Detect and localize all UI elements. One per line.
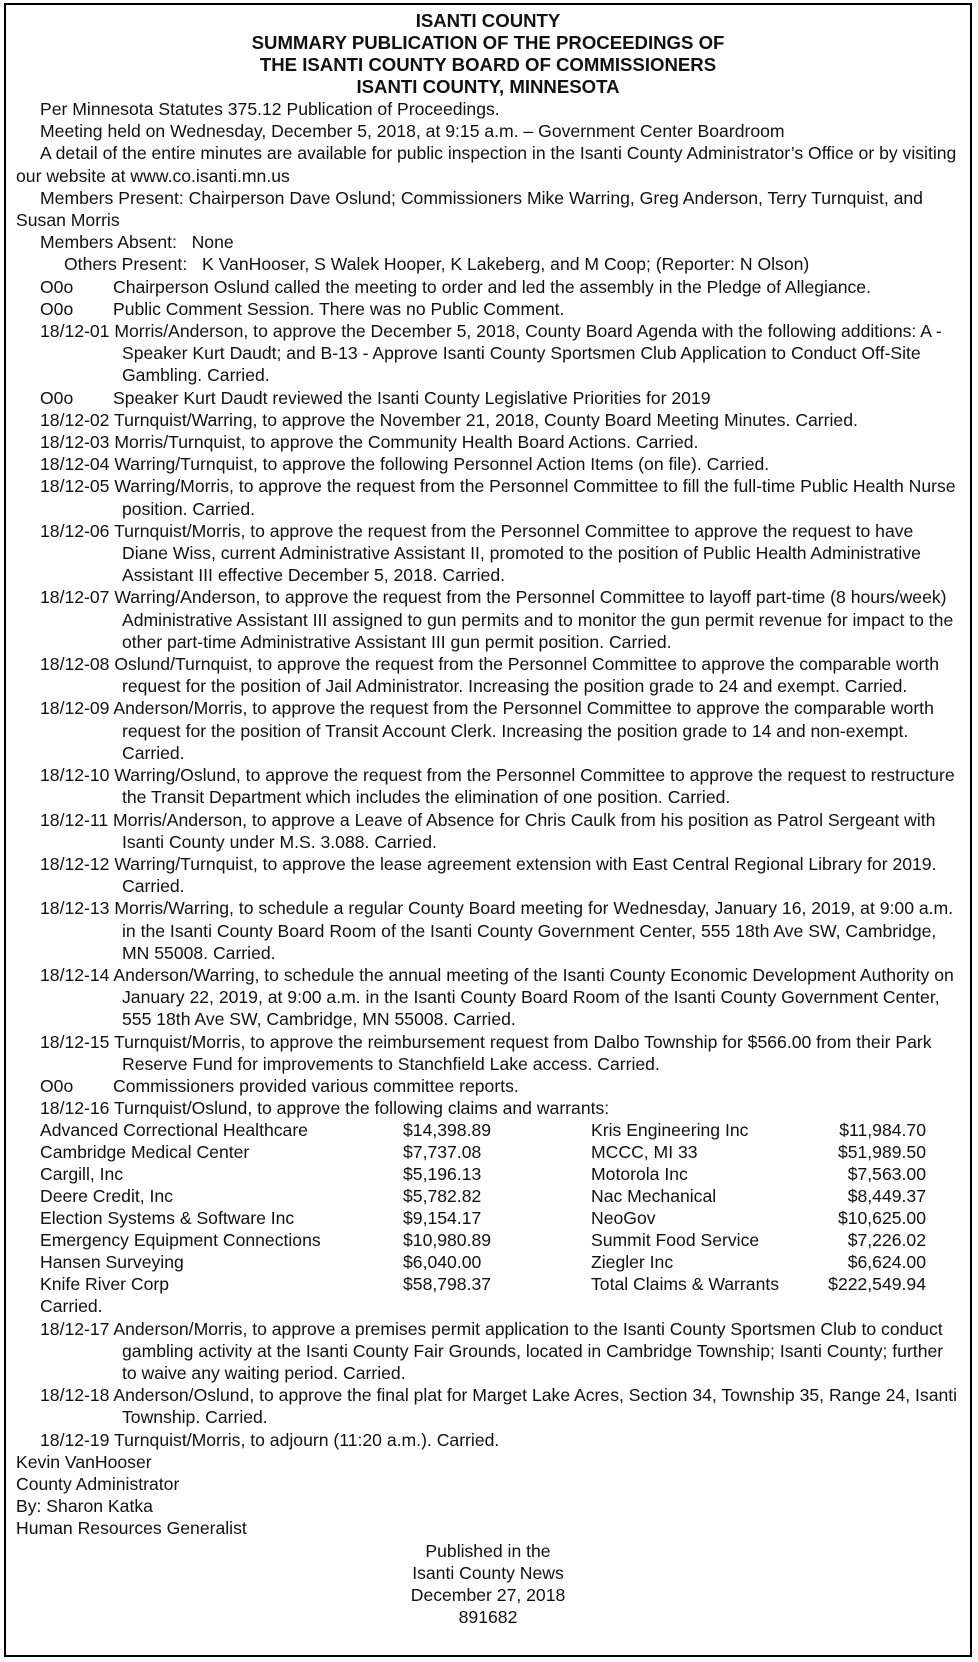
item-text: Public Comment Session. There was no Public Comment. — [113, 298, 565, 319]
claim-amount: $6,040.00 — [403, 1252, 482, 1273]
members-absent — [16, 231, 960, 253]
claim-vendor: Advanced Correctional Healthcare — [40, 1120, 308, 1141]
claims-left-names — [40, 1119, 321, 1295]
resolution-14: 18/12-14 Anderson/Warring, to schedule the annual meeting of the Isanti County Economic Development Authority on January 22, 2019, at 9:00 a.m. in the Isanti County Board Room of the Isanti County Government Center, 555 18th Ave SW, Cambridge, MN 55008. Carried. — [40, 964, 954, 1030]
others-present — [16, 253, 960, 275]
resolution-15: 18/12-15 Turnquist/Morris, to approve the reimbursement request from Dalbo Township for $566.00 from their Park Reserve Fund for improvements to Stanchfield Lake access. Carried. — [40, 1031, 932, 1074]
claim-amount: $51,989.50 — [837, 1142, 926, 1163]
resolution-09: 18/12-09 Anderson/Morris, to approve the request from the Personnel Committee to approve the comparable worth request for the position of Transit Account Clerk. Increasing the position grade to 14 and non-exempt. Carried. — [40, 698, 934, 763]
resolution-18: 18/12-18 Anderson/Oslund, to approve the final plat for Marget Lake Acres, Section 34, Township 35, Range 24, Isanti Township. Carried. — [40, 1385, 958, 1428]
header-county: ISANTI COUNTY — [415, 10, 561, 31]
resolution-07: 18/12-07 Warring/Anderson, to approve the request from the Personnel Committee to layoff part-time (8 hours/week) Administrative Assistant III assigned to gun permits and to monitor the gun permit revenue for impact to the other part-time Administrative Assistant III gun permit position. Carried. — [40, 587, 954, 652]
header-state: ISANTI COUNTY, MINNESOTA — [356, 76, 620, 97]
claim-amount: $5,782.82 — [403, 1186, 482, 1207]
meeting-line: Meeting held on Wednesday, December 5, 2018, at 9:15 a.m. – Government Center Boardroom — [40, 121, 785, 142]
preparer-title: Human Resources Generalist — [16, 1518, 247, 1539]
footer-id: 891682 — [458, 1607, 518, 1628]
legal-notice — [4, 3, 972, 1657]
claim-vendor: MCCC, MI 33 — [591, 1142, 698, 1163]
claim-vendor: Motorola Inc — [591, 1164, 688, 1185]
claim-vendor: Cargill, Inc — [40, 1164, 124, 1185]
claims-left-amounts — [403, 1119, 491, 1295]
item-code: O0o — [40, 1075, 74, 1096]
resolution-19: 18/12-19 Turnquist/Morris, to adjourn (11:20 a.m.). Carried. — [40, 1429, 500, 1450]
item-code: O0o — [40, 387, 74, 408]
item-code: O0o — [40, 298, 74, 319]
claim-vendor: Ziegler Inc — [591, 1252, 674, 1273]
claim-amount: $9,154.17 — [403, 1208, 482, 1229]
resolution-05: 18/12-05 Warring/Morris, to approve the request from the Personnel Committee to fill the full-time Public Health Nurse position. Carried. — [40, 476, 956, 519]
resolution-08: 18/12-08 Oslund/Turnquist, to approve the request from the Personnel Committee to approve the comparable worth request for the position of Jail Administrator. Increasing the position grade to 24 and exempt. Carried. — [40, 654, 940, 697]
claims-total-label: Total Claims & Warrants — [591, 1274, 780, 1295]
resolution-10: 18/12-10 Warring/Oslund, to approve the request from the Personnel Committee to approve the request to restructure the Transit Department which includes the elimination of one position. Carried. — [40, 765, 955, 808]
resolution-12: 18/12-12 Warring/Turnquist, to approve the lease agreement extension with East Central Regional Library for 2019. Carried. — [40, 853, 937, 897]
header-board: THE ISANTI COUNTY BOARD OF COMMISSIONERS — [259, 54, 717, 75]
claim-amount: $6,624.00 — [847, 1252, 926, 1273]
claims-carried: Carried. — [40, 1296, 103, 1317]
claim-amount: $14,398.89 — [403, 1120, 492, 1141]
claim-amount: $10,625.00 — [837, 1208, 926, 1229]
item-code: O0o — [40, 276, 74, 297]
footer-date: December 27, 2018 — [410, 1584, 566, 1605]
claim-amount: $10,980.89 — [403, 1230, 492, 1251]
resolution-02: 18/12-02 Turnquist/Warring, to approve the November 21, 2018, County Board Meeting Minutes. Carried. — [40, 409, 858, 430]
claim-vendor: Summit Food Service — [591, 1230, 760, 1251]
resolution-04: 18/12-04 Warring/Turnquist, to approve the following Personnel Action Items (on file). Carried. — [40, 454, 770, 475]
absent-value: None — [191, 232, 234, 253]
resolution-13: 18/12-13 Morris/Warring, to schedule a regular County Board meeting for Wednesday, January 16, 2019, at 9:00 a.m. in the Isanti County Board Room of the Isanti County Government Center, 555 18th Ave SW, Cambridge, MN 55008. Carried. — [40, 898, 954, 963]
claim-vendor: Deere Credit, Inc — [40, 1186, 173, 1207]
claims-right-names — [591, 1119, 779, 1295]
proceeding-item — [16, 1075, 960, 1097]
claim-vendor: Nac Mechanical — [591, 1186, 717, 1207]
claim-vendor: Knife River Corp — [40, 1274, 170, 1295]
resolution-03: 18/12-03 Morris/Turnquist, to approve the Community Health Board Actions. Carried. — [40, 432, 699, 453]
notice-header — [16, 10, 960, 98]
resolution-01: 18/12-01 Morris/Anderson, to approve the December 5, 2018, County Board Agenda with the following additions: A - Speaker Kurt Daudt; and B-13 - Approve Isanti County Sportsmen Club Application to Conduct Off-Site Gambling. Carried. — [40, 321, 942, 386]
signature-block — [16, 1451, 960, 1540]
header-summary: SUMMARY PUBLICATION OF THE PROCEEDINGS OF — [251, 32, 725, 53]
item-text: Speaker Kurt Daudt reviewed the Isanti County Legislative Priorities for 2019 — [113, 387, 711, 408]
claim-amount: $5,196.13 — [403, 1164, 482, 1185]
claim-amount: $7,737.08 — [403, 1142, 482, 1163]
statute-line: Per Minnesota Statutes 375.12 Publication of Proceedings. — [40, 99, 500, 119]
claims-right-amounts — [766, 1119, 926, 1295]
claims-table — [16, 1119, 960, 1295]
claims-total-amount: $222,549.94 — [828, 1274, 926, 1295]
resolution-16: 18/12-16 Turnquist/Oslund, to approve the following claims and warrants: — [40, 1098, 610, 1119]
signer-name: Kevin VanHooser — [16, 1451, 152, 1472]
claim-vendor: Emergency Equipment Connections — [40, 1230, 321, 1251]
item-text: Chairperson Oslund called the meeting to order and led the assembly in the Pledge of Allegiance. — [113, 276, 871, 297]
claim-amount: $11,984.70 — [839, 1120, 926, 1141]
others-label: Others Present: — [64, 254, 188, 275]
footer-published: Published in the — [425, 1540, 551, 1561]
claim-vendor: NeoGov — [591, 1208, 656, 1229]
publication-footer — [16, 1540, 960, 1629]
claim-amount: $7,563.00 — [847, 1164, 926, 1185]
detail-line: A detail of the entire minutes are available for public inspection in the Isanti County Administrator’s Office or by visiting our website at www.co.isanti.mn.us — [16, 143, 957, 186]
signer-title: County Administrator — [16, 1473, 180, 1494]
claim-vendor: Hansen Surveying — [40, 1252, 184, 1273]
claim-vendor: Election Systems & Software Inc — [40, 1208, 295, 1229]
claim-amount: $7,226.02 — [847, 1230, 926, 1251]
claim-vendor: Cambridge Medical Center — [40, 1142, 250, 1163]
proceeding-item — [16, 298, 960, 320]
footer-newspaper: Isanti County News — [412, 1562, 564, 1583]
resolution-06: 18/12-06 Turnquist/Morris, to approve the request from the Personnel Committee to approve the request to have Diane Wiss, current Administrative Assistant II, promoted to the position of Public Health Administrative Assistant III effective December 5, 2018. Carried. — [40, 520, 921, 586]
absent-label: Members Absent: — [40, 232, 177, 253]
item-text: Commissioners provided various committee reports. — [113, 1075, 519, 1096]
claim-vendor: Kris Engineering Inc — [591, 1120, 749, 1141]
resolution-11: 18/12-11 Morris/Anderson, to approve a Leave of Absence for Chris Caulk from his position as Patrol Sergeant with Isanti County under M.S. 3.088. Carried. — [40, 809, 936, 852]
preparer-name: By: Sharon Katka — [16, 1496, 153, 1517]
members-present: Members Present: Chairperson Dave Oslund; Commissioners Mike Warring, Greg Anderson, Terry Turnquist, and Susan Morris — [16, 187, 923, 231]
claim-amount: $8,449.37 — [847, 1186, 926, 1207]
resolution-17: 18/12-17 Anderson/Morris, to approve a premises permit application to the Isanti County Sportsmen Club to conduct gambling activity at the Isanti County Fair Grounds, located in Cambridge Township; Isanti County; further to waive any waiting period. Carried. — [40, 1318, 944, 1383]
claim-amount: $58,798.37 — [403, 1274, 492, 1295]
proceeding-item — [16, 387, 960, 409]
proceeding-item — [16, 276, 960, 298]
others-value: K VanHooser, S Walek Hooper, K Lakeberg, and M Coop; (Reporter: N Olson) — [202, 254, 810, 275]
